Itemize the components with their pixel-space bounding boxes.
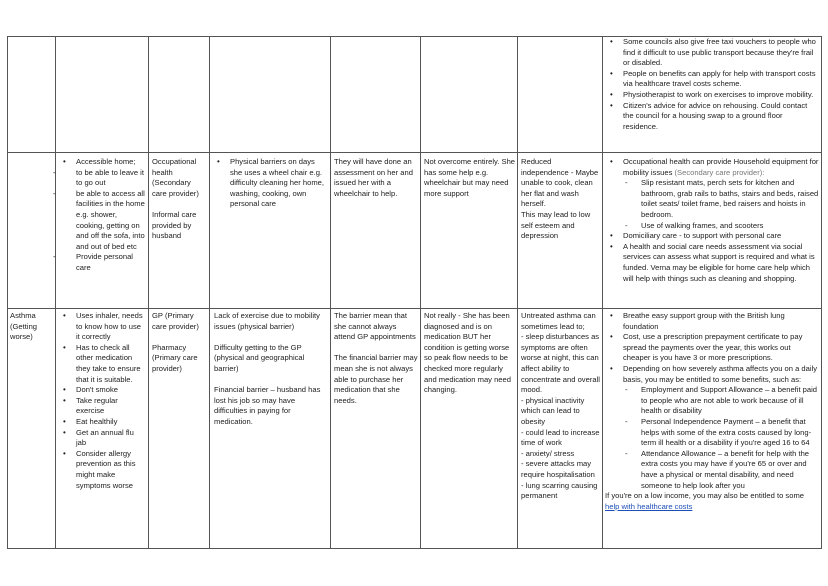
sub-item: - Attendance Allowance – a benefit for help with the extra costs you may have if you're 65 or over and have a physical or mental disability, and need someone to help look after you [605, 449, 819, 491]
impact-text: - sleep disturbances as symptoms are often worse at night, this can affect ability to concentrate and overall mood. [521, 332, 600, 395]
table-border-bottom [7, 548, 822, 549]
row1-overcome-cell [424, 157, 516, 199]
list-item: • Don't smoke [58, 385, 146, 396]
row2-barriers-cell [214, 311, 328, 428]
list-item: • Consider allergy prevention as this might make symptoms worse [58, 449, 146, 491]
sub-item: - Employment and Support Allowance – a benefit paid to people who are not able to work because of ill health or disability [605, 385, 819, 417]
list-item: • Breathe easy support group with the British lung foundation [605, 311, 819, 332]
col-divider [517, 36, 518, 549]
impact-text: - lung scarring causing permanent [521, 480, 598, 501]
provider-text: Informal care provided by husband [152, 209, 197, 241]
provider-type: (Secondary care provider) [152, 178, 199, 198]
row1-barriers-cell [212, 157, 328, 210]
list-item: - Provide personal care [58, 252, 146, 273]
provider-text: Pharmacy (Primary care provider) [152, 342, 198, 373]
col-divider [330, 36, 331, 549]
col-divider [148, 36, 149, 549]
list-item: - to be able to leave it to go out [58, 168, 146, 189]
impact-text: - physical inactivity which can lead to obesity [521, 395, 585, 426]
list-item: • Depending on how severely asthma affects you on a daily basis, you may be entitled to some benefits, such as: [605, 364, 819, 385]
assessment-text: The financial barrier may mean she is not always able to purchase her medication that she needs. [334, 353, 418, 405]
provider-note: (Secondary care provider): [674, 167, 765, 177]
overcome-text: Not overcome entirely. She has some help e.g. wheelchair but may need more support [424, 157, 516, 198]
list-item: • Cost, use a prescription prepayment certificate to pay spread the payments over the year, this works out cheaper is you have 3 or more prescriptions. [605, 332, 819, 364]
row2-needs-cell [58, 311, 146, 491]
col-divider [821, 36, 822, 549]
list-item: • Take regular exercise [58, 396, 146, 417]
list-item: • Get an annual flu jab [58, 428, 146, 449]
list-item: • Citizen's advice for advice on rehousing. Could contact the council for a housing swap to a ground floor residence. [605, 101, 817, 133]
row2-condition-cell [10, 311, 54, 343]
overcome-text: Not really - She has been diagnosed and is on medication BUT her condition is getting worse so peak flow needs to be checked more regularly and medication may need changing. [424, 311, 511, 395]
sub-item: - Personal Independence Payment – a benefit that helps with some of the extra costs caused by long-term ill health or a disability if you're aged 16 to 64 [605, 417, 819, 449]
col-divider [209, 36, 210, 549]
row-divider [7, 308, 822, 309]
list-item: • Domiciliary care - to support with personal care [605, 231, 819, 242]
condition-name: Asthma (Getting worse) [10, 311, 38, 342]
list-item: • Has to check all other medication they take to ensure that it is suitable. [58, 343, 146, 385]
healthcare-costs-link[interactable]: help with healthcare costs [605, 501, 693, 511]
col-divider [420, 36, 421, 549]
col-divider [55, 36, 56, 549]
list-item: • Some councils also give free taxi vouchers to people who find it difficult to use public transport because they're frail or disabled. [605, 37, 817, 69]
row1-impact-cell [521, 157, 601, 242]
list-item: • Uses inhaler, needs to know how to use it correctly [58, 311, 146, 343]
assessment-text: The barrier mean that she cannot always attend GP appointments [334, 311, 416, 342]
row0-support-cell [605, 37, 817, 132]
provider-text: GP (Primary care provider) [152, 311, 199, 331]
list-item: • Eat healthily [58, 417, 146, 428]
impact-text: This may lead to low self esteem and depression [521, 209, 591, 241]
row2-impact-cell [521, 311, 601, 502]
col-divider [602, 36, 603, 549]
list-item: • Accessible home; [58, 157, 146, 168]
impact-text: Reduced independence - Maybe unable to cook, clean her flat and wash herself. [521, 157, 599, 209]
sub-item: - Use of walking frames, and scooters [605, 221, 819, 232]
row1-provider-cell [152, 157, 207, 242]
barrier-text: Difficulty getting to the GP (physical and geographical barrier) [214, 342, 305, 373]
provider-text: Occupational health [152, 157, 197, 177]
support-tail [605, 491, 819, 512]
row1-needs-cell [58, 157, 146, 274]
sub-item: - Slip resistant mats, perch sets for kitchen and bathroom, grab rails to baths, stairs and beds, raised toilet seats/ toilet frame, bed raisers and hoists in bedroom. [605, 178, 819, 220]
barrier-text: Financial barrier – husband has lost his job so may have difficulties in paying for medication. [214, 385, 321, 426]
list-item: • A health and social care needs assessment via social services can assess what support is required and what is funded. Verna may be eligible for home care help which will help with things such as cleaning and shopping. [605, 242, 819, 284]
list-item: • Physical barriers on days she uses a wheel chair e.g. difficulty cleaning her home, washing, cooking, own personal care [212, 157, 328, 210]
col-divider [7, 36, 8, 549]
row2-provider-cell [152, 311, 207, 375]
list-item [605, 157, 819, 178]
support-tail-text: If you're on a low income, you may also be entitled to some [605, 491, 804, 501]
impact-text: - anxiety/ stress [521, 448, 575, 458]
row2-overcome-cell [424, 311, 516, 396]
row1-assessment-cell [334, 157, 418, 199]
row-divider [7, 152, 822, 153]
impact-text: Untreated asthma can sometimes lead to; [521, 311, 596, 331]
row1-support-cell [605, 157, 819, 284]
barrier-text: Lack of exercise due to mobility issues (physical barrier) [214, 311, 320, 331]
impact-text: - severe attacks may require hospitalisation [521, 459, 595, 479]
care-plan-table [7, 36, 822, 549]
row2-assessment-cell [334, 311, 418, 406]
list-item: - be able to access all facilities in the home e.g. shower, cooking, getting on and off the sofa, into and out of bed etc [58, 189, 146, 253]
list-item: • Physiotherapist to work on exercises to improve mobility. [605, 90, 817, 101]
assessment-text: They will have done an assessment on her and issued her with a wheelchair to help. [334, 157, 413, 198]
row2-support-cell [605, 311, 819, 512]
support-text: Occupational health can provide Household equipment for mobility issues [623, 157, 819, 177]
impact-text: - could lead to increase time of work [521, 427, 600, 448]
list-item: • People on benefits can apply for help with transport costs via healthcare travel costs scheme. [605, 69, 817, 90]
